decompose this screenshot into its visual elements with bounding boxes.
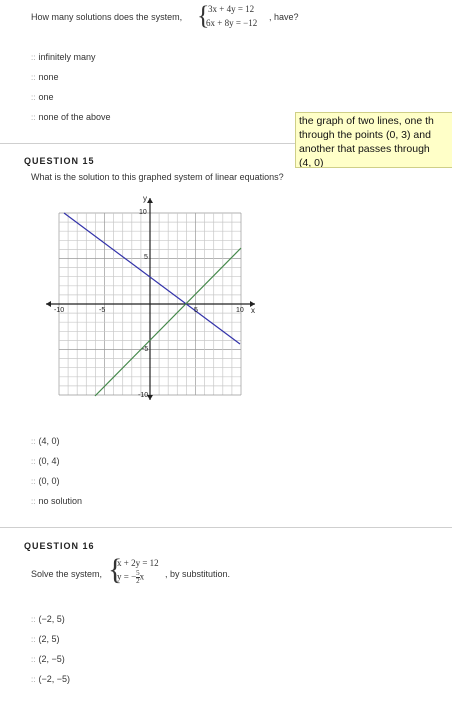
- radio-icon[interactable]: ::: [31, 477, 36, 486]
- section-divider: [0, 527, 452, 528]
- x-tick-10: 10: [236, 307, 244, 314]
- q14-system-brace: {: [197, 1, 210, 30]
- q16-option-3[interactable]: :: (2, −5): [31, 654, 65, 664]
- q15-graph: [42, 192, 272, 402]
- q16-eq2: y = − $\frac{5}{2}$ x: [117, 569, 145, 585]
- q16-heading: QUESTION 16: [24, 541, 95, 551]
- radio-icon[interactable]: ::: [31, 615, 36, 624]
- x-tick--5: -5: [99, 307, 106, 314]
- q16-option-1[interactable]: :: (−2, 5): [31, 614, 65, 624]
- q15-option-1[interactable]: :: (4, 0): [31, 436, 60, 446]
- radio-icon[interactable]: ::: [31, 635, 36, 644]
- q15-option-4[interactable]: :: no solution: [31, 496, 82, 506]
- q14-eq2: 6x + 8y = −12: [206, 18, 258, 28]
- y-tick--10: -10: [138, 392, 149, 399]
- q16-option-4[interactable]: :: (−2, −5): [31, 674, 70, 684]
- x-axis-left-arrow: [46, 301, 51, 307]
- x-tick--10: -10: [54, 307, 65, 314]
- q15-option-3[interactable]: :: (0, 0): [31, 476, 60, 486]
- q16-option-2[interactable]: :: (2, 5): [31, 634, 60, 644]
- radio-icon[interactable]: ::: [31, 655, 36, 664]
- radio-icon[interactable]: ::: [31, 93, 36, 102]
- q16-eq1: x + 2y = 12: [117, 558, 159, 568]
- tooltip-line: another that passes through: [299, 143, 430, 155]
- radio-icon[interactable]: ::: [31, 73, 36, 82]
- tooltip-line: (4, 0): [299, 157, 324, 168]
- radio-icon[interactable]: ::: [31, 53, 36, 62]
- y-tick--5: -5: [142, 346, 149, 353]
- radio-icon[interactable]: ::: [31, 497, 36, 506]
- alt-text-tooltip: [295, 112, 452, 168]
- x-axis-label: x: [251, 306, 255, 315]
- q16-prompt-prefix: Solve the system,: [31, 569, 103, 579]
- q15-heading: QUESTION 15: [24, 156, 95, 166]
- radio-icon[interactable]: ::: [31, 113, 36, 122]
- radio-icon[interactable]: ::: [31, 437, 36, 446]
- q14-prompt-prefix: How many solutions does the system,: [31, 12, 183, 22]
- q14-option-4[interactable]: :: none of the above: [31, 112, 111, 122]
- q15-prompt: What is the solution to this graphed system of linear equations?: [31, 172, 284, 182]
- q16-system-brace: {: [108, 553, 123, 586]
- radio-icon[interactable]: ::: [31, 457, 36, 466]
- radio-icon[interactable]: ::: [31, 675, 36, 684]
- q15-option-2[interactable]: :: (0, 4): [31, 456, 60, 466]
- x-tick-5: 5: [194, 307, 198, 314]
- y-axis-up-arrow: [147, 198, 153, 203]
- tooltip-line: the graph of two lines, one th: [299, 115, 434, 127]
- q14-prompt: [31, 12, 182, 22]
- tooltip-line: through the points (0, 3) and: [299, 129, 431, 141]
- y-axis-label: y: [143, 194, 147, 203]
- q14-option-2[interactable]: :: none: [31, 72, 59, 82]
- q14-option-3[interactable]: :: one: [31, 92, 54, 102]
- q14-eq1: 3x + 4y = 12: [208, 4, 255, 14]
- y-tick-10: 10: [139, 209, 147, 216]
- y-tick-5: 5: [144, 254, 148, 261]
- q16-prompt-suffix: , by substitution.: [165, 569, 231, 579]
- q14-option-1[interactable]: :: infinitely many: [31, 52, 96, 62]
- fraction: $\frac{5}{2}$: [136, 569, 140, 585]
- q14-prompt-suffix: , have?: [269, 12, 299, 22]
